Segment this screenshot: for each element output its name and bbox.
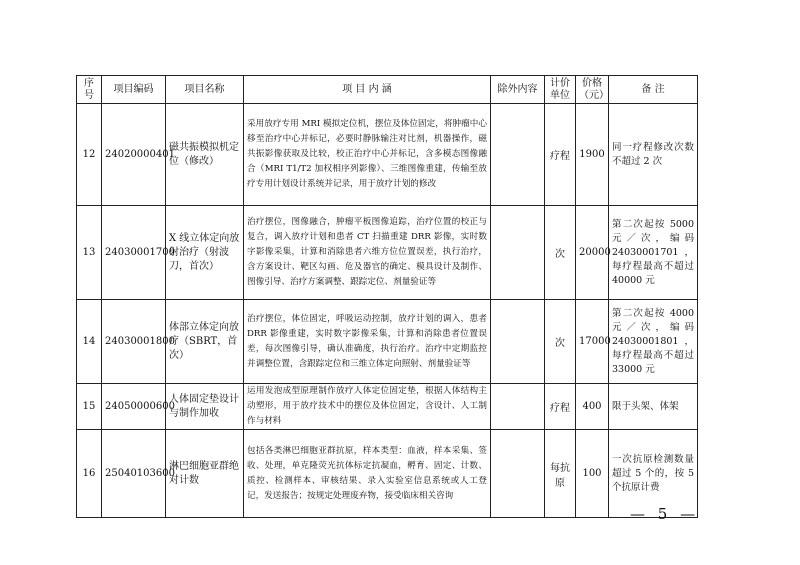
cell-price: 100	[576, 430, 609, 518]
cell-excluded	[491, 104, 545, 206]
cell-note: 限于头架、体架	[609, 384, 698, 430]
header-seq: 序号	[77, 76, 102, 104]
cell-price: 17000	[576, 300, 609, 384]
table-row	[77, 300, 698, 384]
table-row	[77, 206, 698, 300]
cell-code: 24050000600	[102, 384, 166, 430]
cell-note: 一次抗原检测数量超过 5 个的，按 5 个抗原计费	[609, 430, 698, 518]
cell-excluded	[491, 430, 545, 518]
cell-note: 第二次起按 4000 元／次，编码 24030001801，每疗程最高不超过 33000 元	[609, 300, 698, 384]
cell-seq: 12	[77, 104, 102, 206]
header-note: 备 注	[609, 76, 698, 104]
table-row	[77, 384, 698, 430]
header-content: 项 目 内 涵	[244, 76, 491, 104]
cell-code: 24020000401	[102, 104, 166, 206]
cell-code: 25040103600	[102, 430, 166, 518]
cell-name: X 线立体定向放射治疗（射波刀，首次）	[166, 206, 244, 300]
cell-excluded	[491, 300, 545, 384]
cell-content: 采用放疗专用 MRI 模拟定位机，摆位及体位固定，将肿瘤中心移至治疗中心并标记，必要时静脉输注对比剂，机器操作，磁共振影像获取及比较，校正治疗中心并标记，含多模态图像融合（MRI T1/T2 加权相序列影像）、三维图像重建，传输至放疗专用计划设计系统并记录，用于放疗计划的修改	[244, 104, 491, 206]
header-price: 价格（元）	[576, 76, 609, 104]
cell-code: 24030001700	[102, 206, 166, 300]
cell-seq: 16	[77, 430, 102, 518]
header-excluded: 除外内容	[491, 76, 545, 104]
cell-price: 400	[576, 384, 609, 430]
cell-name: 体部立体定向放疗（SBRT，首次）	[166, 300, 244, 384]
header-code: 项目编码	[102, 76, 166, 104]
cell-seq: 14	[77, 300, 102, 384]
cell-unit: 疗程	[545, 384, 576, 430]
cell-content: 包括各类淋巴细胞亚群抗原，样本类型：血液，样本采集、签收、处理，单克隆荧光抗体标定抗凝血，孵育、固定、计数、质控、检测样本、审核结果、录入实验室信息系统或人工登记，发送报告；按规定处理废弃物，接受临床相关咨询	[244, 430, 491, 518]
cell-content: 治疗摆位，体位固定，呼吸运动控制，放疗计划的调入，患者 DRR 影像重建，实时数字影像采集，计算和消除患者位置误差，每次图像引导，确认准确度，执行治疗。治疗中定期监控并调整位置，含跟踪定位和三维立体定向照射、剂量验证等	[244, 300, 491, 384]
cell-content: 治疗摆位，图像融合，肿瘤平板图像追踪，治疗位置的校正与复合，调入放疗计划和患者 CT 扫描重建 DRR 影像，实时数字影像采集，计算和消除患者六维方位位置误差，执行治疗，含方案设计、靶区勾画、危及器官的确定、模具设计及制作、图像引导、治疗方案调整、跟踪定位、剂量验证等	[244, 206, 491, 300]
cell-content: 运用发泡成型原理制作放疗人体定位固定垫，根据人体结构主动塑形，用于放疗技术中的摆位及体位固定，含设计、人工制作与材料	[244, 384, 491, 430]
cell-price: 20000	[576, 206, 609, 300]
fee-table	[76, 75, 698, 518]
cell-seq: 13	[77, 206, 102, 300]
cell-excluded	[491, 384, 545, 430]
header-name: 项目名称	[166, 76, 244, 104]
cell-excluded	[491, 206, 545, 300]
cell-unit: 每抗原	[545, 430, 576, 518]
header-row	[77, 76, 698, 104]
cell-seq: 15	[77, 384, 102, 430]
cell-unit: 次	[545, 206, 576, 300]
cell-name: 淋巴细胞亚群绝对计数	[166, 430, 244, 518]
cell-price: 1900	[576, 104, 609, 206]
cell-note: 同一疗程修改次数不超过 2 次	[609, 104, 698, 206]
cell-code: 24030001800	[102, 300, 166, 384]
cell-note: 第二次起按 5000 元／次，编码 24030001701，每疗程最高不超过 40000 元	[609, 206, 698, 300]
page-number: — 5 —	[630, 505, 700, 523]
cell-name: 人体固定垫设计与制作加收	[166, 384, 244, 430]
table-row	[77, 430, 698, 518]
cell-unit: 疗程	[545, 104, 576, 206]
header-unit: 计价单位	[545, 76, 576, 104]
cell-unit: 次	[545, 300, 576, 384]
table-row	[77, 104, 698, 206]
cell-name: 磁共振模拟机定位（修改）	[166, 104, 244, 206]
